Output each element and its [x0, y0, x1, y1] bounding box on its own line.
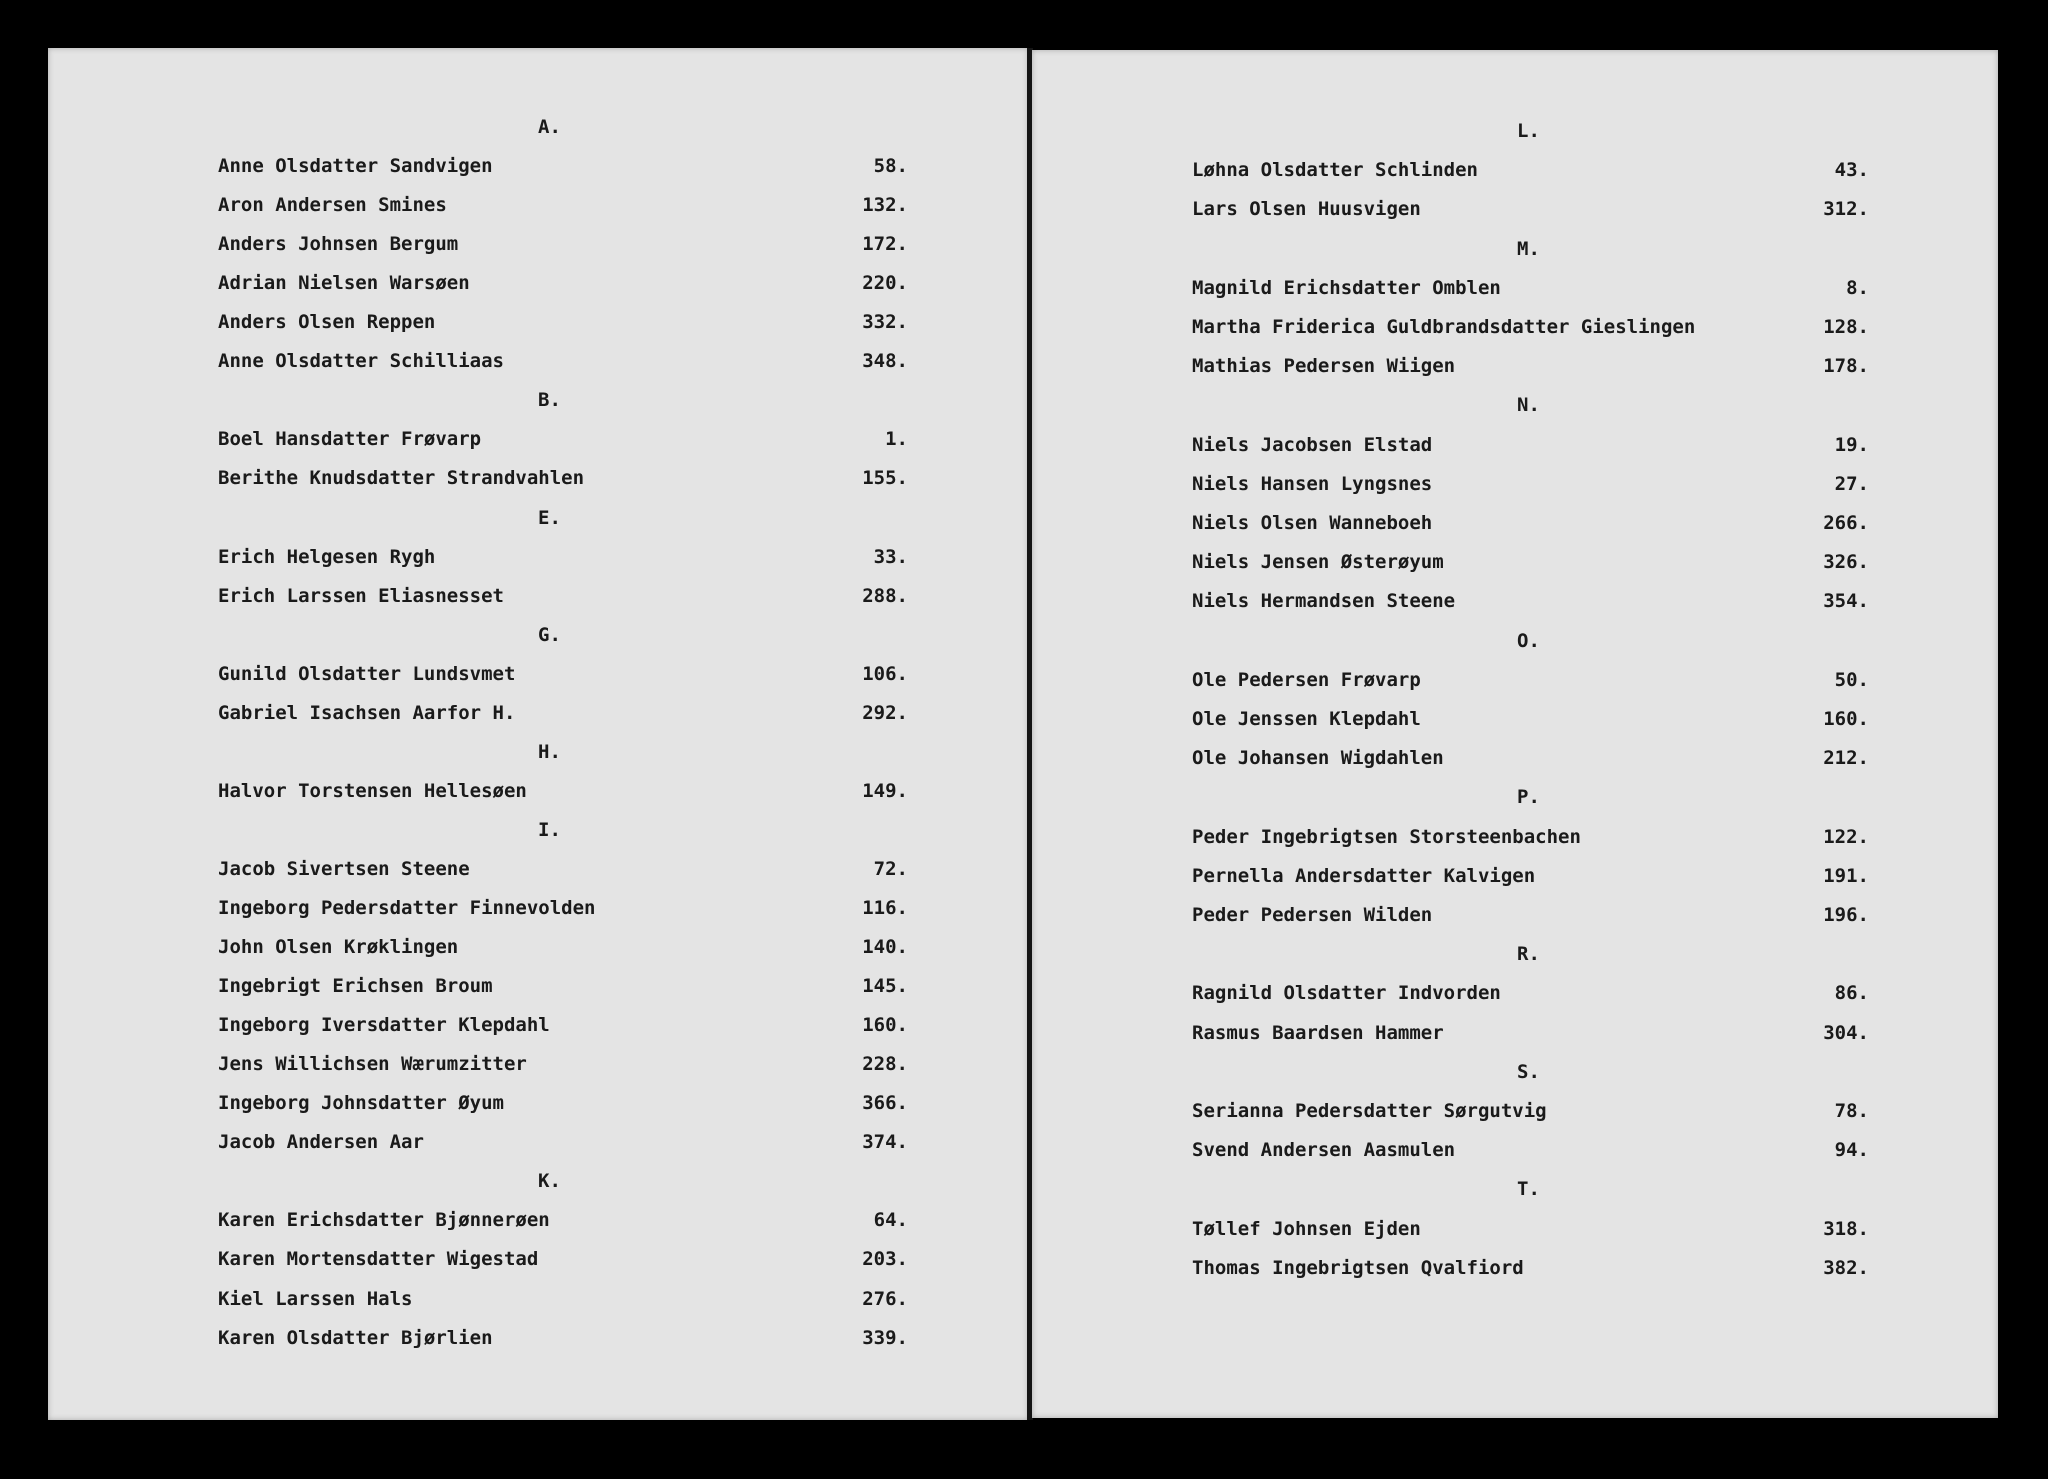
entry-name: Jacob Andersen Aar — [218, 1131, 424, 1154]
entry-name: Niels Hermandsen Steene — [1192, 590, 1456, 613]
index-letter-heading: R. — [1517, 943, 1540, 966]
entry-page-number: 106. — [862, 662, 908, 685]
entry-name: Erich Helgesen Rygh — [218, 545, 436, 568]
index-entry — [1192, 1018, 1869, 1048]
index-entry — [218, 1205, 908, 1235]
entry-page-number: 374. — [862, 1131, 908, 1154]
index-entry — [218, 854, 908, 884]
entry-name: Serianna Pedersdatter Sørgutvig — [1192, 1100, 1547, 1122]
entry-name: Ingeborg Johnsdatter Øyum — [218, 1092, 504, 1115]
entry-page-number: 94. — [1834, 1139, 1869, 1162]
index-entry — [1192, 351, 1869, 381]
index-entry — [1192, 978, 1869, 1008]
entry-name: Karen Olsdatter Bjørlien — [218, 1326, 493, 1349]
index-entry — [1192, 822, 1869, 852]
entry-page-number: 348. — [862, 350, 908, 373]
entry-page-number: 1. — [885, 428, 908, 451]
entry-page-number: 86. — [1834, 982, 1869, 1005]
index-entry — [218, 463, 908, 493]
index-entry — [218, 776, 908, 806]
index-letter-heading: I. — [538, 818, 561, 841]
entry-page-number: 116. — [862, 897, 908, 919]
index-entry — [1192, 469, 1869, 499]
entry-page-number: 149. — [862, 779, 908, 802]
index-entry — [1192, 1214, 1869, 1244]
index-entry — [1192, 155, 1869, 185]
entry-page-number: 78. — [1834, 1100, 1869, 1122]
index-letter-heading: M. — [1517, 237, 1540, 260]
entry-name: Gabriel Isachsen Aarfor H. — [218, 701, 516, 724]
entry-page-number: 288. — [862, 584, 908, 607]
entry-page-number: 354. — [1823, 590, 1869, 613]
entry-page-number: 228. — [862, 1053, 908, 1076]
entry-page-number: 366. — [862, 1092, 908, 1115]
index-entry — [1192, 900, 1869, 930]
entry-name: Løhna Olsdatter Schlinden — [1192, 159, 1478, 182]
index-entry — [218, 659, 908, 689]
entry-name: Ole Pedersen Frøvarp — [1192, 668, 1421, 691]
index-entry — [218, 1127, 908, 1157]
entry-page-number: 178. — [1823, 355, 1869, 378]
index-entry — [1192, 508, 1869, 538]
index-entry — [1192, 665, 1869, 695]
entry-name: Svend Andersen Aasmulen — [1192, 1139, 1456, 1162]
entry-page-number: 160. — [1823, 708, 1869, 730]
entry-name: Jens Willichsen Wærumzitter — [218, 1053, 527, 1076]
entry-name: Niels Jacobsen Elstad — [1192, 433, 1433, 456]
index-entry — [1192, 704, 1869, 734]
index-entry — [1192, 273, 1869, 303]
entry-page-number: 339. — [862, 1326, 908, 1349]
entry-name: Jacob Sivertsen Steene — [218, 857, 470, 880]
index-entry — [218, 932, 908, 962]
entry-page-number: 172. — [862, 233, 908, 256]
entry-page-number: 128. — [1823, 316, 1869, 338]
entry-page-number: 122. — [1823, 825, 1869, 848]
entry-name: Ingebrigt Erichsen Broum — [218, 975, 493, 998]
index-entry — [218, 1244, 908, 1274]
entry-page-number: 220. — [862, 272, 908, 295]
entry-name: Halvor Torstensen Hellesøen — [218, 779, 527, 802]
entry-name: Karen Mortensdatter Wigestad — [218, 1248, 539, 1271]
entry-page-number: 145. — [862, 975, 908, 998]
entry-name: Berithe Knudsdatter Strandvahlen — [218, 467, 585, 490]
index-entry — [1192, 861, 1869, 891]
index-letter-heading: E. — [538, 506, 561, 529]
index-entry — [1192, 1096, 1869, 1126]
index-entry — [218, 1323, 908, 1353]
entry-page-number: 27. — [1834, 472, 1869, 495]
entry-name: Pernella Andersdatter Kalvigen — [1192, 864, 1536, 887]
entry-page-number: 50. — [1834, 668, 1869, 691]
entry-page-number: 140. — [862, 936, 908, 959]
entry-name: Ole Jenssen Klepdahl — [1192, 708, 1421, 730]
entry-page-number: 292. — [862, 701, 908, 724]
entry-name: Ole Johansen Wigdahlen — [1192, 747, 1444, 770]
index-letter-heading: H. — [538, 740, 561, 763]
entry-name: Aron Andersen Smines — [218, 194, 447, 217]
index-letter-heading: A. — [538, 116, 561, 138]
index-entry — [1192, 430, 1869, 460]
entry-page-number: 64. — [873, 1209, 908, 1232]
index-letter-heading: G. — [538, 623, 561, 646]
index-letter-heading: O. — [1517, 629, 1540, 652]
index-letter-heading: P. — [1517, 786, 1540, 809]
index-letter-heading: L. — [1517, 120, 1540, 142]
entry-page-number: 203. — [862, 1248, 908, 1271]
entry-name: Thomas Ingebrigtsen Qvalfiord — [1192, 1256, 1524, 1279]
entry-name: Lars Olsen Huusvigen — [1192, 198, 1421, 221]
entry-page-number: 191. — [1823, 864, 1869, 887]
index-letter-heading: B. — [538, 389, 561, 412]
entry-page-number: 58. — [873, 155, 908, 178]
entry-name: Niels Hansen Lyngsnes — [1192, 472, 1433, 495]
entry-name: Ingeborg Iversdatter Klepdahl — [218, 1014, 550, 1037]
index-letter-heading: S. — [1517, 1060, 1540, 1083]
entry-name: Peder Pedersen Wilden — [1192, 904, 1433, 926]
index-entry — [218, 151, 908, 181]
index-letter-heading: N. — [1517, 394, 1540, 417]
entry-name: Adrian Nielsen Warsøen — [218, 272, 470, 295]
entry-name: Niels Olsen Wanneboeh — [1192, 512, 1433, 534]
entry-name: Peder Ingebrigtsen Storsteenbachen — [1192, 825, 1581, 848]
index-entry — [218, 971, 908, 1001]
index-entry — [218, 307, 908, 337]
entry-page-number: 212. — [1823, 747, 1869, 770]
entry-page-number: 155. — [862, 467, 908, 490]
index-entry — [218, 1088, 908, 1118]
index-entry — [1192, 1135, 1869, 1165]
entry-name: Kiel Larssen Hals — [218, 1287, 413, 1310]
index-entry — [1192, 312, 1869, 342]
entry-page-number: 33. — [873, 545, 908, 568]
entry-name: Rasmus Baardsen Hammer — [1192, 1021, 1444, 1044]
entry-page-number: 326. — [1823, 551, 1869, 574]
entry-page-number: 19. — [1834, 433, 1869, 456]
index-entry — [218, 190, 908, 220]
entry-page-number: 132. — [862, 194, 908, 217]
index-letter-heading: T. — [1517, 1178, 1540, 1201]
entry-page-number: 72. — [873, 857, 908, 880]
index-entry — [218, 346, 908, 376]
entry-name: Ingeborg Pedersdatter Finnevolden — [218, 897, 596, 919]
right-index-page — [1032, 50, 1998, 1418]
index-entry — [218, 542, 908, 572]
entry-page-number: 160. — [862, 1014, 908, 1037]
entry-name: Anne Olsdatter Schilliaas — [218, 350, 504, 373]
entry-name: Ragnild Olsdatter Indvorden — [1192, 982, 1501, 1005]
index-entry — [1192, 194, 1869, 224]
entry-name: Mathias Pedersen Wiigen — [1192, 355, 1456, 378]
entry-name: Magnild Erichsdatter Omblen — [1192, 276, 1501, 299]
index-entry — [218, 229, 908, 259]
entry-name: Martha Friderica Guldbrandsdatter Gieslingen — [1192, 316, 1696, 338]
index-entry — [218, 268, 908, 298]
entry-page-number: 196. — [1823, 904, 1869, 926]
entry-name: Erich Larssen Eliasnesset — [218, 584, 504, 607]
index-entry — [218, 893, 908, 923]
entry-page-number: 312. — [1823, 198, 1869, 221]
index-entry — [1192, 586, 1869, 616]
entry-name: John Olsen Krøklingen — [218, 936, 459, 959]
entry-name: Gunild Olsdatter Lundsvmet — [218, 662, 516, 685]
entry-name: Anders Johnsen Bergum — [218, 233, 459, 256]
entry-name: Anders Olsen Reppen — [218, 311, 436, 334]
index-entry — [218, 581, 908, 611]
entry-page-number: 332. — [862, 311, 908, 334]
entry-page-number: 8. — [1846, 276, 1869, 299]
index-entry — [1192, 743, 1869, 773]
entry-name: Karen Erichsdatter Bjønnerøen — [218, 1209, 550, 1232]
entry-name: Anne Olsdatter Sandvigen — [218, 155, 493, 178]
entry-page-number: 266. — [1823, 512, 1869, 534]
index-entry — [1192, 1253, 1869, 1283]
entry-name: Tøllef Johnsen Ejden — [1192, 1217, 1421, 1240]
index-letter-heading: K. — [538, 1170, 561, 1193]
entry-name: Niels Jensen Østerøyum — [1192, 551, 1444, 574]
index-entry — [218, 1049, 908, 1079]
entry-page-number: 382. — [1823, 1256, 1869, 1279]
index-entry — [218, 1284, 908, 1314]
index-entry — [218, 1010, 908, 1040]
entry-page-number: 304. — [1823, 1021, 1869, 1044]
entry-page-number: 276. — [862, 1287, 908, 1310]
entry-page-number: 43. — [1834, 159, 1869, 182]
index-entry — [218, 698, 908, 728]
entry-page-number: 318. — [1823, 1217, 1869, 1240]
entry-name: Boel Hansdatter Frøvarp — [218, 428, 482, 451]
index-entry — [218, 424, 908, 454]
index-entry — [1192, 547, 1869, 577]
left-index-page — [48, 48, 1028, 1420]
